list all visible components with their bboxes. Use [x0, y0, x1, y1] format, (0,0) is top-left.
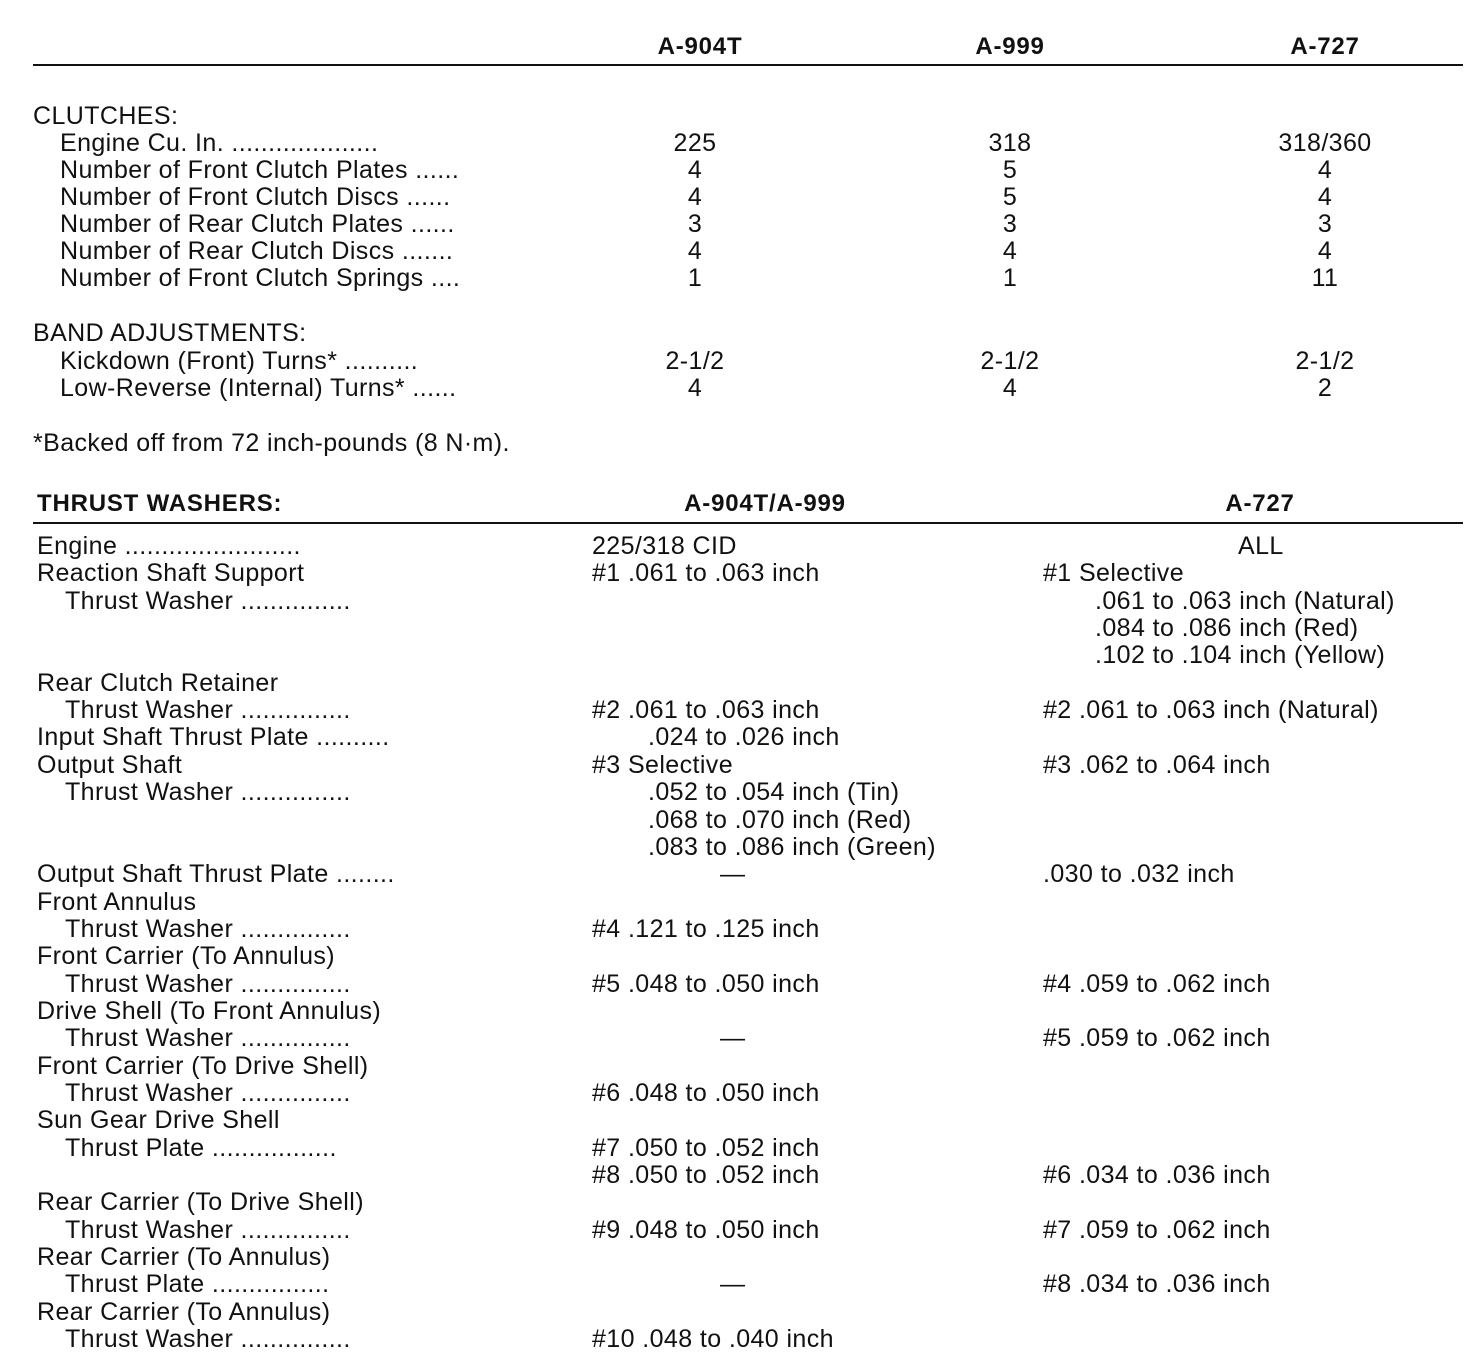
- column-header-a999: A-999: [975, 33, 1045, 60]
- thrust-washers-heading: THRUST WASHERS:: [37, 490, 283, 517]
- thrust-row-label: Drive Shell (To Front Annulus): [37, 996, 382, 1025]
- thrust-value-a727: #6 .034 to .036 inch: [1043, 1161, 1271, 1190]
- thrust-value-a727: .030 to .032 inch: [1043, 860, 1235, 889]
- thrust-row-label: Thrust Washer ...............: [65, 1024, 351, 1053]
- thrust-row-label: Output Shaft: [37, 750, 183, 779]
- thrust-row-label: Thrust Washer ...............: [65, 696, 351, 725]
- thrust-header-rule: [33, 522, 1463, 524]
- band-value-a999: 4: [1002, 374, 1018, 402]
- thrust-row-label: Front Carrier (To Drive Shell): [37, 1051, 369, 1080]
- thrust-row-label: Rear Carrier (To Annulus): [37, 1297, 331, 1326]
- thrust-value-a904t-a999: #9 .048 to .050 inch: [592, 1215, 820, 1244]
- thrust-value-a904t-a999: #7 .050 to .052 inch: [592, 1133, 820, 1162]
- band-row-label: Low-Reverse (Internal) Turns* ......: [60, 374, 457, 402]
- thrust-value-a904t-a999: #5 .048 to .050 inch: [592, 969, 820, 998]
- thrust-row-label: Thrust Plate ................: [65, 1270, 330, 1299]
- thrust-value-a904t-a999: #8 .050 to .052 inch: [592, 1161, 820, 1190]
- thrust-row-label: Thrust Washer ...............: [65, 1325, 351, 1354]
- thrust-value-a904t-a999: #2 .061 to .063 inch: [592, 696, 820, 725]
- column-header-a904t: A-904T: [657, 33, 743, 60]
- clutch-value-a727: 3: [1317, 210, 1333, 238]
- thrust-value-a904t-a999: —: [720, 860, 746, 889]
- thrust-value-a904t-a999: —: [720, 1270, 746, 1299]
- clutch-value-a904t: 4: [687, 183, 703, 211]
- thrust-value-a904t-a999: #6 .048 to .050 inch: [592, 1079, 820, 1107]
- thrust-row-label: Thrust Washer ...............: [65, 969, 351, 998]
- header-rule-top: [33, 64, 1463, 66]
- band-footnote: *Backed off from 72 inch-pounds (8 N·m).: [33, 429, 510, 457]
- clutch-row-label: Number of Front Clutch Discs ......: [60, 183, 451, 211]
- clutch-row-label: Engine Cu. In. ....................: [60, 129, 379, 157]
- clutch-value-a904t: 4: [687, 237, 703, 265]
- clutch-value-a999: 3: [1002, 210, 1018, 238]
- thrust-value-a904t-a999: #4 .121 to .125 inch: [592, 914, 820, 943]
- thrust-value-a904t-a999: .068 to .070 inch (Red): [648, 805, 912, 834]
- thrust-value-a904t-a999: 225/318 CID: [592, 532, 737, 560]
- clutch-value-a727: 4: [1317, 237, 1333, 265]
- thrust-row-label: Front Annulus: [37, 887, 197, 916]
- clutch-value-a904t: 3: [687, 210, 703, 238]
- clutch-value-a999: 318: [988, 129, 1032, 157]
- thrust-value-a904t-a999: #3 Selective: [592, 750, 733, 779]
- clutches-heading: CLUTCHES:: [33, 102, 179, 130]
- clutch-value-a904t: 4: [687, 156, 703, 184]
- thrust-value-a904t-a999: #10 .048 to .040 inch: [592, 1325, 834, 1354]
- clutch-row-label: Number of Rear Clutch Discs .......: [60, 237, 454, 265]
- thrust-row-label: Thrust Washer ...............: [65, 914, 351, 943]
- thrust-row-label: Reaction Shaft Support: [37, 559, 305, 588]
- clutch-value-a999: 4: [1002, 237, 1018, 265]
- thrust-row-label: Thrust Washer ...............: [65, 778, 351, 807]
- column-header-a727: A-727: [1290, 33, 1360, 60]
- thrust-row-label: Thrust Washer ...............: [65, 1215, 351, 1244]
- clutch-row-label: Number of Front Clutch Plates ......: [60, 156, 460, 184]
- column-header-a904t-a999: A-904T/A-999: [684, 490, 846, 517]
- band-row-label: Kickdown (Front) Turns* ..........: [60, 347, 419, 375]
- thrust-value-a727: #3 .062 to .064 inch: [1043, 750, 1271, 779]
- thrust-row-label: Thrust Washer ...............: [65, 586, 351, 615]
- thrust-value-a727: .102 to .104 inch (Yellow): [1095, 641, 1386, 670]
- thrust-row-label: Engine ........................: [37, 532, 301, 560]
- thrust-value-a727: ALL: [1238, 532, 1284, 560]
- thrust-value-a904t-a999: #1 .061 to .063 inch: [592, 559, 820, 588]
- thrust-row-label: Input Shaft Thrust Plate ..........: [37, 723, 390, 752]
- thrust-value-a727: .061 to .063 inch (Natural): [1095, 586, 1395, 615]
- thrust-value-a727: #2 .061 to .063 inch (Natural): [1043, 696, 1379, 725]
- thrust-value-a727: #7 .059 to .062 inch: [1043, 1215, 1271, 1244]
- thrust-row-label: Rear Carrier (To Annulus): [37, 1243, 331, 1272]
- clutch-value-a727: 4: [1317, 156, 1333, 184]
- thrust-row-label: Thrust Washer ...............: [65, 1079, 351, 1107]
- thrust-value-a904t-a999: .024 to .026 inch: [648, 723, 840, 752]
- thrust-row-label: Output Shaft Thrust Plate ........: [37, 860, 395, 889]
- clutch-value-a727: 4: [1317, 183, 1333, 211]
- thrust-row-label: Sun Gear Drive Shell: [37, 1106, 280, 1135]
- clutch-value-a727: 11: [1311, 264, 1339, 292]
- band-value-a904t: 2-1/2: [665, 347, 725, 375]
- column-header-a727-thrust: A-727: [1225, 490, 1295, 517]
- thrust-value-a727: #5 .059 to .062 inch: [1043, 1024, 1271, 1053]
- thrust-value-a727: .084 to .086 inch (Red): [1095, 614, 1359, 643]
- thrust-row-label: Rear Clutch Retainer: [37, 668, 279, 697]
- clutch-row-label: Number of Front Clutch Springs ....: [60, 264, 461, 292]
- clutch-value-a999: 5: [1002, 156, 1018, 184]
- thrust-value-a727: #1 Selective: [1043, 559, 1184, 588]
- thrust-value-a904t-a999: —: [720, 1024, 746, 1053]
- clutch-value-a904t: 1: [687, 264, 703, 292]
- band-value-a727: 2-1/2: [1295, 347, 1355, 375]
- bands-heading: BAND ADJUSTMENTS:: [33, 319, 307, 347]
- clutch-value-a999: 1: [1002, 264, 1018, 292]
- band-value-a727: 2: [1317, 374, 1333, 402]
- clutch-value-a999: 5: [1002, 183, 1018, 211]
- thrust-value-a904t-a999: .083 to .086 inch (Green): [648, 832, 936, 861]
- clutch-value-a904t: 225: [673, 129, 717, 157]
- band-value-a999: 2-1/2: [980, 347, 1040, 375]
- clutch-row-label: Number of Rear Clutch Plates ......: [60, 210, 455, 238]
- thrust-row-label: Thrust Plate .................: [65, 1133, 337, 1162]
- thrust-value-a904t-a999: .052 to .054 inch (Tin): [648, 778, 900, 807]
- thrust-row-label: Front Carrier (To Annulus): [37, 942, 335, 971]
- band-value-a904t: 4: [687, 374, 703, 402]
- clutch-value-a727: 318/360: [1278, 129, 1372, 157]
- thrust-row-label: Rear Carrier (To Drive Shell): [37, 1188, 364, 1217]
- thrust-value-a727: #4 .059 to .062 inch: [1043, 969, 1271, 998]
- thrust-value-a727: #8 .034 to .036 inch: [1043, 1270, 1271, 1299]
